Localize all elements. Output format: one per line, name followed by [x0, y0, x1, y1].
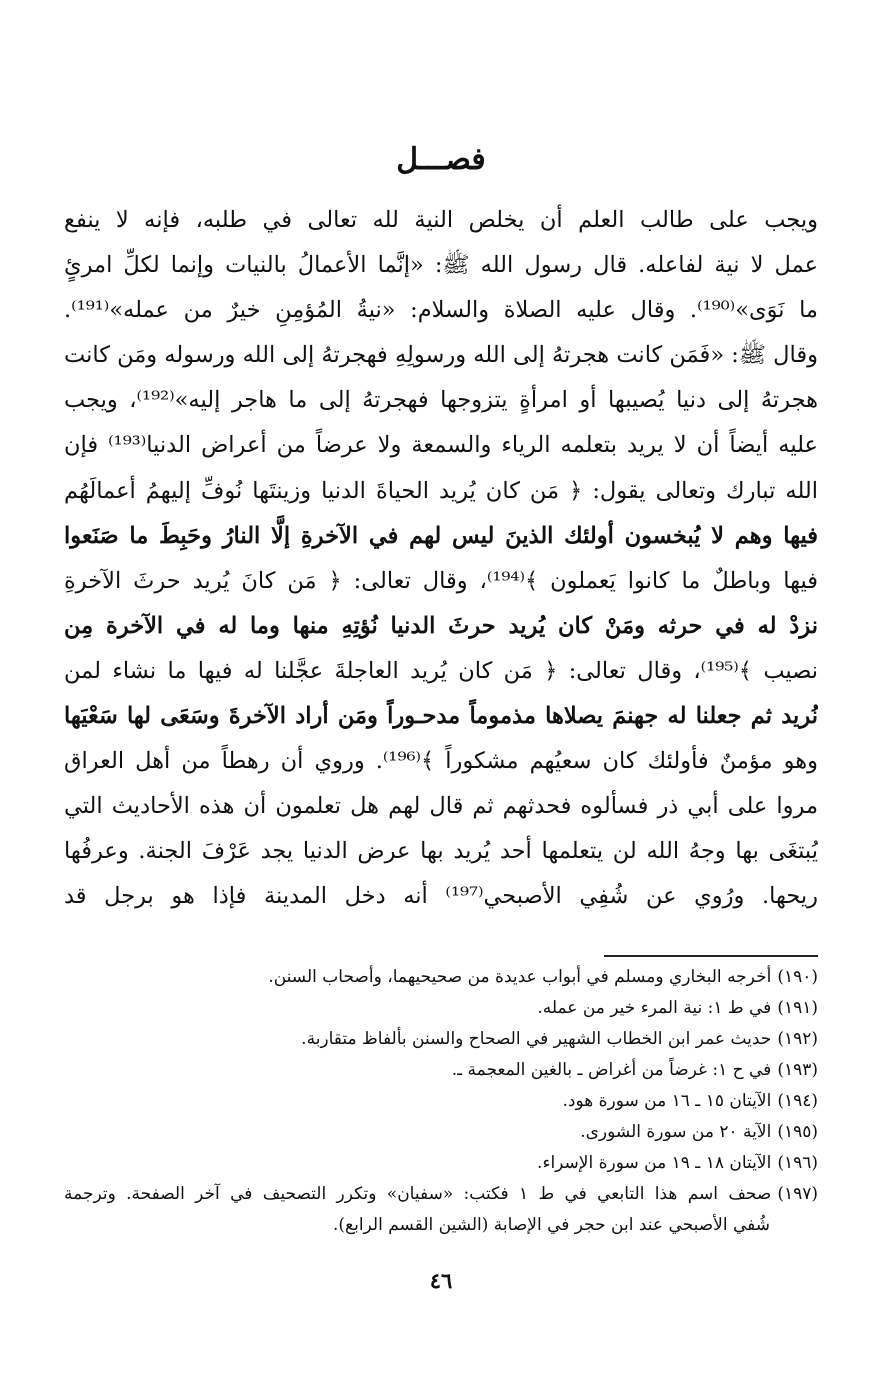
footnote-number: (١٩٧) [777, 1184, 818, 1204]
footnote-number: (١٩٤) [777, 1091, 818, 1111]
footnote-divider [604, 955, 818, 957]
section-title: فصـــل [396, 142, 486, 177]
text-line: نصيب ﴾⁽¹⁹⁵⁾، وقال تعالى: ﴿ مَن كان يُريد العاجلةَ عجَّلنا له فيها ما نشاء لمن [64, 657, 818, 684]
footnote-text: في ح ١: غرضاً من أغراض ـ بالغين المعجمة ـ. [451, 1060, 772, 1080]
footnote [64, 1055, 818, 1086]
footnote [64, 1117, 818, 1148]
footnote-text: أخرجه البخاري ومسلم في أبواب عديدة من صحيحيهما، وأصحاب السنن. [268, 967, 772, 987]
text-line: يُبتغَى بها وجهُ الله لن يتعلمها أحد يُريد بها عرض الدنيا يجد عَرْفَ الجنة. وعرفُها [64, 838, 818, 865]
footnote-text: في ط ١: نية المرء خير من عمله. [537, 998, 772, 1018]
text-line: ويجب على طالب العلم أن يخلص النية لله تعالى في طلبه، فإنه لا ينفع [64, 207, 818, 233]
footnote-text: الآيتان ١٨ ـ ١٩ من سورة الإسراء. [537, 1153, 772, 1173]
text-line: فيها وباطلٌ ما كانوا يَعملون ﴾⁽¹⁹⁴⁾، وقال تعالى: ﴿ مَن كانَ يُريد حرثَ الآخرةِ [64, 567, 818, 594]
footnote [64, 962, 818, 993]
footnote [64, 1024, 818, 1055]
footnote-number: (١٩٣) [777, 1060, 818, 1080]
page-number: ٤٦ [429, 1268, 453, 1293]
footnote-number: (١٩٦) [777, 1153, 818, 1173]
footnote-number: (١٩٥) [777, 1122, 818, 1142]
text-line: هجرتهُ إلى دنيا يُصيبها أو امرأةٍ يتزوجها فهجرتهُ إلى ما هاجر إليه»⁽¹⁹²⁾، ويجب [64, 387, 818, 414]
text-line: عمل لا نية لفاعله. قال رسول الله ﷺ: «إنَّما الأعمالُ بالنيات وإنما لكلِّ امرئٍ [64, 252, 818, 279]
footnotes [64, 962, 818, 1241]
footnote-text: حديث عمر ابن الخطاب الشهير في الصحاح والسنن بألفاظ متقاربة. [301, 1029, 772, 1049]
footnote-text: صحف اسم هذا التابعي في ط ١ فكتب: «سفيان» وتكرر التصحيف في آخر الصفحة. وترجمة [64, 1184, 772, 1204]
footnote-number: (١٩١) [777, 998, 818, 1018]
text-line: عليه أيضاً أن لا يريد بتعلمه الرياء والسمعة ولا عرضاً من أعراض الدنيا⁽¹⁹³⁾ فإن [64, 432, 818, 459]
quran-verse-line: نُريد ثم جعلنا له جهنمَ يصلاها مذموماً مدحـوراً ومَن أراد الآخرةَ وسَعَى لها سَعْيَها [64, 703, 818, 730]
book-page [64, 0, 818, 1393]
quran-verse-line: فيها وهم لا يُبخسون أولئك الذينَ ليس لهم في الآخرةِ إلَّا النارُ وحَبِطَ ما صَنَعوا [64, 522, 818, 549]
footnote-text: الآيتان ١٥ ـ ١٦ من سورة هود. [562, 1091, 772, 1111]
text-line: الله تبارك وتعالى يقول: ﴿ مَن كان يُريد الحياةَ الدنيا وزينتَها نُوفِّ إليهمُ أعمالَهُم [64, 477, 818, 504]
footnote [64, 1179, 818, 1210]
text-line: وقال ﷺ: «فَمَن كانت هجرتهُ إلى الله ورسولِهِ فهجرتهُ إلى الله ورسوله ومَن كانت [64, 342, 818, 369]
footnote-continuation: شُفي الأصبحي عند ابن حجر في الإصابة (الشين القسم الرابع). [333, 1215, 770, 1235]
main-text [64, 198, 818, 920]
footnote-text: الآية ٢٠ من سورة الشورى. [580, 1122, 772, 1142]
text-line: ريحها. ورُوي عن شُفِي الأصبحي⁽¹⁹⁷⁾ أنه دخل المدينة فإذا هو برجل قد [64, 883, 818, 910]
quran-verse-line: نزدْ له في حرثه ومَنْ كان يُريد حرثَ الدنيا نُؤتِهِ منها وما له في الآخرة مِن [64, 612, 818, 639]
footnote-number: (١٩٠) [777, 967, 818, 987]
text-line: مروا على أبي ذر فسألوه فحدثهم ثم قال لهم هل تعلمون أن هذه الأحاديث التي [64, 793, 818, 820]
footnote [64, 993, 818, 1024]
text-line: وهو مؤمنٌ فأولئك كان سعيُهم مشكوراً ﴾⁽¹⁹⁶⁾. وروي أن رهطاً من أهل العراق [64, 748, 818, 775]
footnote-number: (١٩٢) [777, 1029, 818, 1049]
footnote [64, 1148, 818, 1179]
footnote [64, 1086, 818, 1117]
text-line: ما نَوَى»⁽¹⁹⁰⁾. وقال عليه الصلاة والسلام: «نيةُ المُؤمِنِ خيرٌ من عمله»⁽¹⁹¹⁾. [64, 297, 818, 324]
